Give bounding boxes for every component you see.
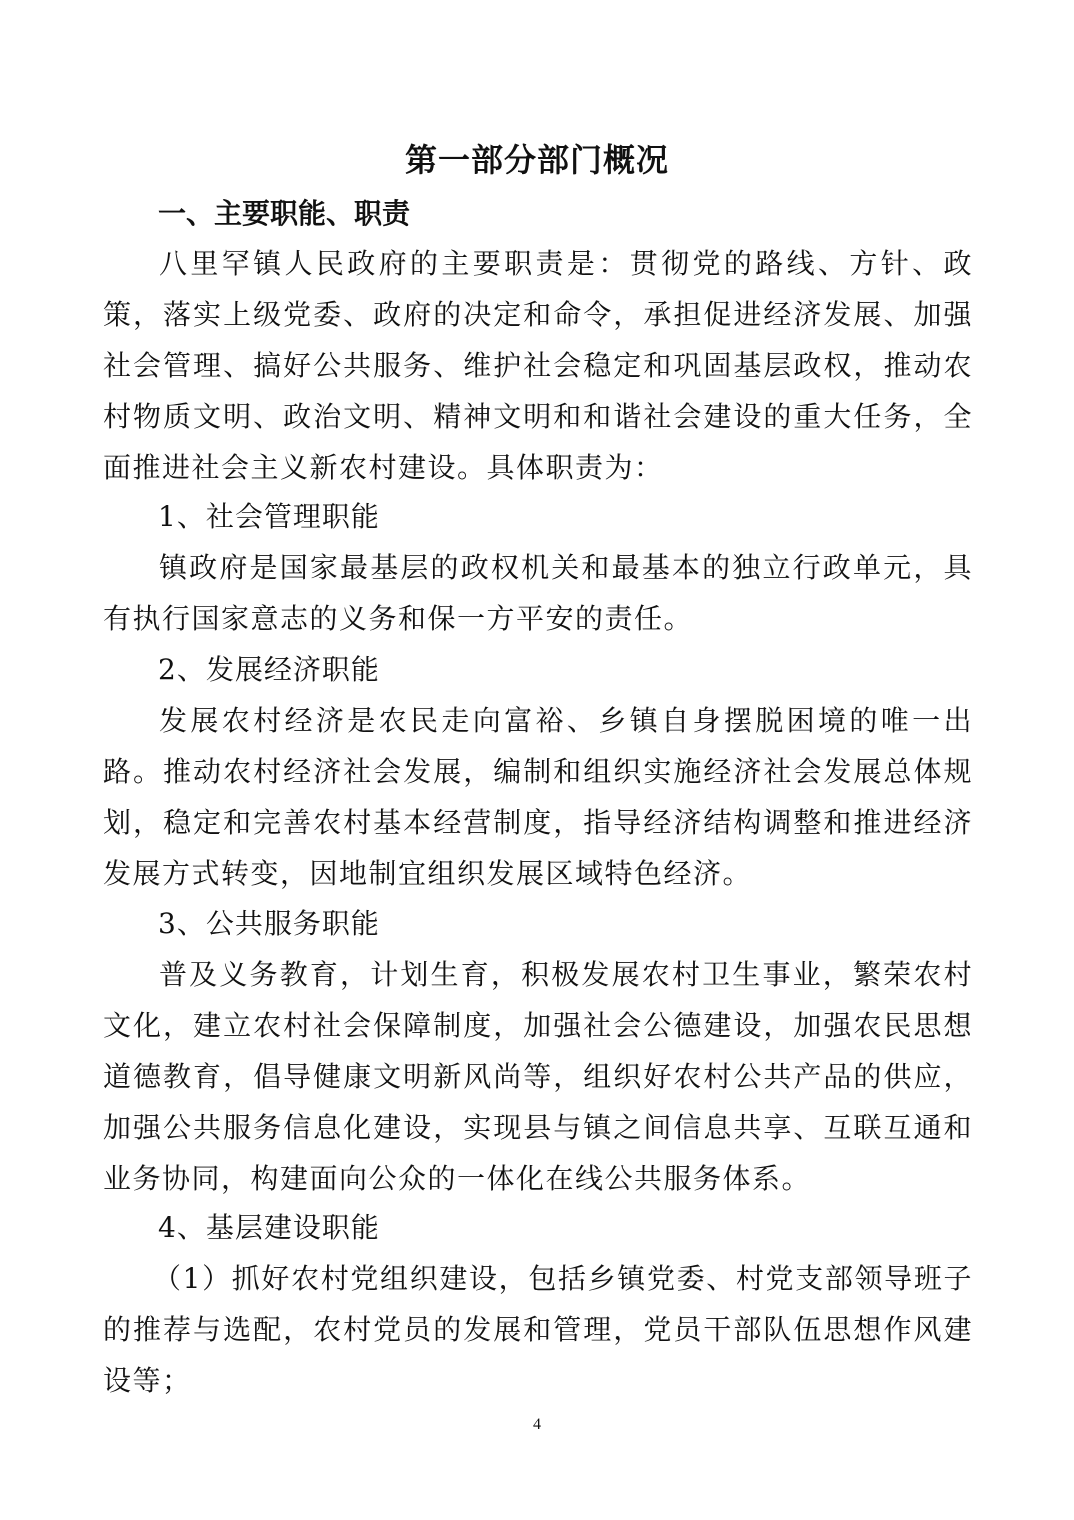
item-text-economic-development: 发展农村经济是农民走向富裕、乡镇自身摆脱困境的唯一出路。推动农村经济社会发展，编制和组织实施经济社会发展总体规划，稳定和完善农村基本经营制度，指导经济结构调整和推进经济发展方式转变，因地制宜组织发展区域特色经济。 xyxy=(103,704,973,890)
item-heading-economic-development: 2、发展经济职能 xyxy=(158,653,380,686)
item-heading-grassroots-construction: 4、基层建设职能 xyxy=(158,1211,380,1244)
item-heading-social-management: 1、社会管理职能 xyxy=(158,500,380,533)
item-heading-public-service: 3、公共服务职能 xyxy=(158,907,380,940)
item-text-grassroots-construction: （1）抓好农村党组织建设，包括乡镇党委、村党支部领导班子的推荐与选配，农村党员的发展和管理，党员干部队伍思想作风建设等； xyxy=(103,1262,973,1397)
intro-paragraph: 八里罕镇人民政府的主要职责是：贯彻党的路线、方针、政策，落实上级党委、政府的决定和命令，承担促进经济发展、加强社会管理、搞好公共服务、维护社会稳定和巩固基层政权，推动农村物质文明、政治文明、精神文明和和谐社会建设的重大任务，全面推进社会主义新农村建设。具体职责为： xyxy=(103,247,973,484)
section-heading: 一、主要职能、职责 xyxy=(158,197,411,230)
item-text-social-management: 镇政府是国家最基层的政权机关和最基本的独立行政单元，具有执行国家意志的义务和保一方平安的责任。 xyxy=(103,551,973,635)
item-text-public-service: 普及义务教育，计划生育，积极发展农村卫生事业，繁荣农村文化，建立农村社会保障制度，加强社会公德建设，加强农民思想道德教育，倡导健康文明新风尚等，组织好农村公共产品的供应，加强公共服务信息化建设，实现县与镇之间信息共享、互联互通和业务协同，构建面向公众的一体化在线公共服务体系。 xyxy=(103,958,973,1195)
page-title: 第一部分部门概况 xyxy=(404,141,669,179)
page-number: 4 xyxy=(533,1416,541,1433)
